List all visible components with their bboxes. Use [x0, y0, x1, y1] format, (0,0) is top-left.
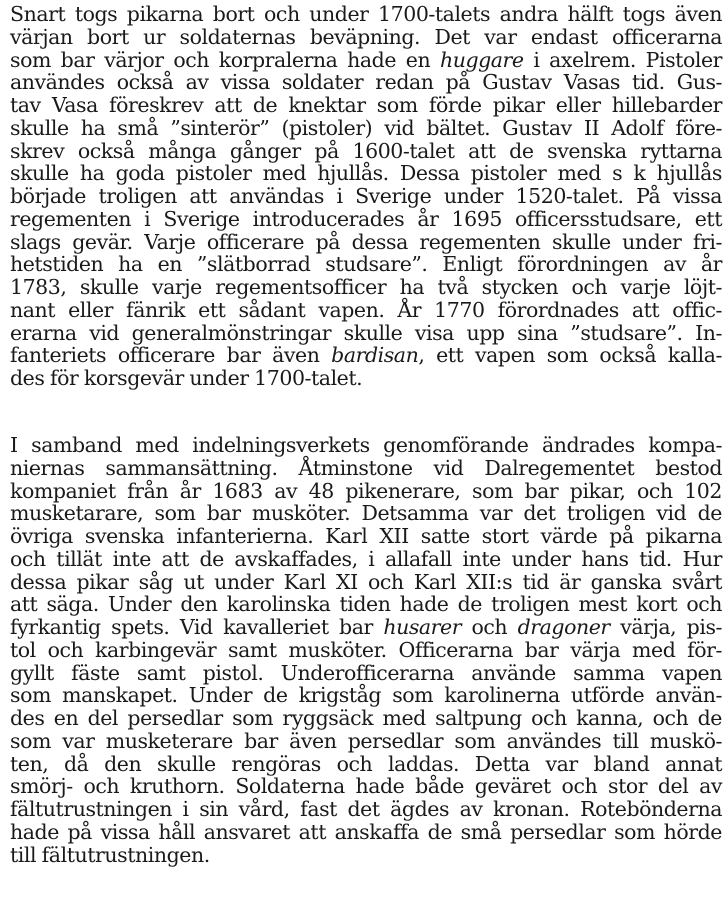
text-line — [10, 775, 722, 798]
italic-term: bardisan — [331, 343, 419, 368]
text-line — [10, 844, 722, 867]
text-line — [10, 730, 722, 753]
text-run: I samband med indelningsverkets genomförande ändrades kompa- — [10, 433, 722, 457]
text-run: användes också av vissa soldater redan på Gustav Vasas tid. Gus- — [10, 70, 722, 95]
text-run: , ett vapen som också kalla- — [418, 343, 722, 368]
text-line — [10, 593, 722, 616]
paragraph — [10, 3, 722, 390]
text-run: skrev också många gånger på 1600-talet att de svenska ryttarna — [10, 138, 722, 163]
italic-term: dragoner — [517, 615, 610, 639]
text-line — [10, 344, 722, 367]
text-run: kompaniet från år 1683 av 48 pikenerare, som bar pikar, och 102 — [10, 478, 722, 503]
text-line — [10, 276, 722, 299]
text-run: värja, pis- — [609, 615, 722, 639]
text-run: Snart togs pikarna bort och under 1700-talets andra hälft togs även — [10, 2, 722, 26]
text-line — [10, 707, 722, 730]
text-line — [10, 71, 722, 94]
text-run: skulle ha goda pistoler med hjullås. Dessa pistoler med s k hjullås — [10, 161, 722, 186]
text-line — [10, 231, 722, 254]
text-run: slags gevär. Varje officerare på dessa regementen skulle under fri- — [10, 229, 722, 254]
text-line — [10, 798, 722, 821]
text-run: värjan bort ur soldaternas beväpning. Det var endast officerarna — [10, 24, 722, 49]
text-run: tol och karbingevär samt musköter. Officerarna bar värja med för- — [10, 637, 722, 662]
text-line — [10, 253, 722, 276]
text-run: des för korsgevär under 1700-talet. — [10, 366, 363, 390]
text-line — [10, 480, 722, 503]
text-run: nant eller fänrik ett sådant vapen. År 1770 förordnades att offic- — [10, 297, 722, 322]
text-line — [10, 684, 722, 707]
text-run: som var musketerare bar även persedlar som användes till muskö- — [10, 728, 722, 753]
text-line — [10, 208, 722, 231]
text-line — [10, 548, 722, 571]
text-run: att säga. Under den karolinska tiden hade de troligen mest kort och — [10, 592, 722, 617]
text-run: ten, då den skulle rengöras och laddas. Detta var bland annat — [10, 751, 722, 776]
text-run: dessa pikar såg ut under Karl XI och Karl XII:s tid är ganska svårt — [10, 569, 722, 594]
text-line — [10, 821, 722, 844]
text-run: smörj- och kruthorn. Soldaterna hade både geväret och stor del av — [10, 774, 722, 799]
text-line — [10, 571, 722, 594]
text-run: började troligen att användas i Sverige under 1520-talet. På vissa — [10, 184, 722, 208]
text-line — [10, 616, 722, 639]
text-line — [10, 117, 722, 140]
text-run: och tillät inte att de avskaffades, i allafall inte under hans tid. Hur — [10, 546, 722, 571]
text-run: hetstiden ha en ”slätborrad studsare”. Enligt förordningen av år — [10, 252, 722, 277]
text-line — [10, 367, 722, 390]
text-run: fyrkantig spets. Vid kavalleriet bar — [10, 615, 384, 639]
text-run: hade på vissa håll ansvaret att anskaffa de små persedlar som hörde — [10, 819, 722, 844]
text-run: i axelrem. Pistoler — [523, 47, 722, 72]
text-line — [10, 753, 722, 776]
text-run: des en del persedlar som ryggsäck med saltpung och kanna, och de — [10, 706, 722, 730]
text-line — [10, 162, 722, 185]
text-run: erarna vid generalmönstringar skulle visa upp sina ”studsare”. In- — [10, 320, 722, 345]
text-run: fanteriets officerare bar även — [10, 343, 332, 368]
text-run: skulle ha små ”sinterör” (pistoler) vid bältet. Gustav II Adolf före- — [10, 115, 722, 140]
text-line — [10, 502, 722, 525]
text-line — [10, 639, 722, 662]
text-line — [10, 434, 722, 457]
text-line — [10, 299, 722, 322]
text-run: regementen i Sverige introducerades år 1695 officersstudsare, ett — [10, 206, 722, 231]
text-line — [10, 3, 722, 26]
text-line — [10, 26, 722, 49]
italic-term: husarer — [383, 615, 462, 639]
text-run: som bar värjor och korpralerna hade en — [10, 47, 440, 72]
italic-term: huggare — [439, 47, 524, 72]
text-run: och — [461, 615, 518, 639]
text-line — [10, 525, 722, 548]
text-run: niernas sammansättning. Åtminstone vid Dalregementet bestod — [10, 455, 722, 480]
text-line — [10, 185, 722, 208]
text-line — [10, 322, 722, 345]
text-line — [10, 140, 722, 163]
text-run: gyllt fäste samt pistol. Underofficerarna använde samma vapen — [10, 660, 722, 685]
text-line — [10, 662, 722, 685]
text-run: tav Vasa föreskrev att de knektar som förde pikar eller hillebarder — [10, 93, 722, 117]
text-run: musketarare, som bar musköter. Detsamma var det troligen vid de — [10, 501, 722, 526]
text-line — [10, 49, 722, 72]
paragraph — [10, 434, 722, 866]
text-line — [10, 457, 722, 480]
text-run: till fältutrustningen. — [10, 842, 210, 867]
text-run: övriga svenska infanterierna. Karl XII satte stort värde på pikarna — [10, 524, 722, 548]
text-run: fältutrustningen i sin vård, fast det ägdes av kronan. Rotebönderna — [10, 797, 722, 821]
text-line — [10, 94, 722, 117]
text-run: som manskapet. Under de krigståg som karolinerna utförde använ- — [10, 683, 722, 708]
text-run: 1783, skulle varje regementsofficer ha två stycken och varje löjt- — [10, 275, 722, 299]
